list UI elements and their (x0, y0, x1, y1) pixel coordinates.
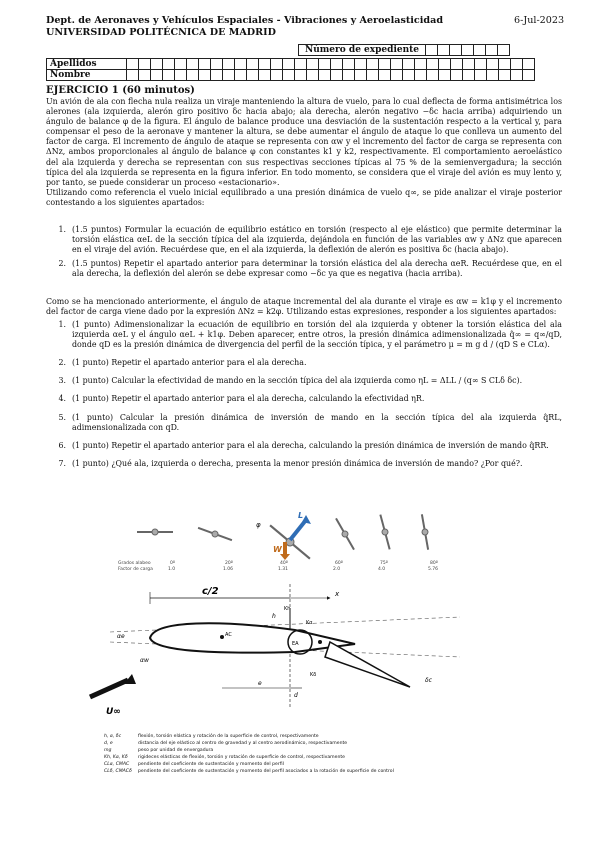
load-cell: 1.0 (168, 567, 176, 572)
legend-key: mg (104, 748, 112, 753)
university-line: UNIVERSIDAD POLITÉCNICA DE MADRID (46, 27, 276, 38)
legend-row (104, 754, 394, 761)
letter-cell[interactable] (199, 70, 211, 81)
legend-value: peso por unidad de envergadura (138, 748, 214, 753)
ea-label: EA (292, 641, 299, 647)
letter-cell[interactable] (343, 70, 355, 81)
letter-cell[interactable] (331, 59, 343, 70)
letter-cell[interactable] (439, 59, 451, 70)
letter-cell[interactable] (403, 59, 415, 70)
legend-value: pendiente del coeficiente de sustentación y momento del perfil (138, 762, 284, 767)
alpha-e-label: αe (117, 633, 125, 640)
letter-cell[interactable] (307, 70, 319, 81)
letter-cell[interactable] (403, 70, 415, 81)
load-cell: 1.31 (278, 567, 289, 572)
ac-label: AC (225, 632, 232, 638)
letter-cell[interactable] (187, 59, 199, 70)
aircraft-icon (268, 522, 313, 562)
aircraft-icon (333, 517, 356, 551)
letter-cell[interactable] (439, 70, 451, 81)
letter-cell[interactable] (355, 59, 367, 70)
letter-cell[interactable] (259, 59, 271, 70)
list-item (46, 459, 562, 469)
item-number: 5. (58, 412, 66, 422)
letter-cell[interactable] (499, 70, 511, 81)
angle-cell: 40º (280, 561, 288, 566)
angle-cell: 20º (225, 561, 233, 566)
letter-cell[interactable] (211, 59, 223, 70)
letter-cell[interactable] (355, 70, 367, 81)
department-line: Dept. de Aeronaves y Vehículos Espaciales - Vibraciones y Aeroelasticidad (46, 15, 444, 26)
legend-row (104, 761, 394, 768)
letter-cell[interactable] (235, 59, 247, 70)
part-a-list (46, 225, 562, 279)
item-text: (1 punto) Calcular la presión dinámica de inversión de mando en la sección típica del ala izquierda q̂RL, adimensionalizada con qD. (72, 412, 562, 432)
legend-value: distancia del eje elástico al centro de gravedad y al centro aerodinámico, respectivamente (138, 741, 348, 746)
letter-cell[interactable] (295, 59, 307, 70)
middle-paragraph: Como se ha mencionado anteriormente, el ángulo de ataque incremental del ala durante el viraje es αw = k1φ y el incremento del factor de carga viene dado por la expresión ΔNz = k2φ. Utilizando estas expresiones, responder a los siguientes apartados: (46, 297, 562, 317)
list-item (46, 413, 562, 433)
header-block (46, 15, 443, 39)
angle-cell: 75º (380, 561, 388, 566)
letter-cell[interactable] (427, 59, 439, 70)
aircraft-icon (377, 514, 392, 550)
expediente-label: Número de expediente (299, 45, 426, 56)
d-label: d (294, 692, 298, 699)
angle-cell: 80º (430, 561, 438, 566)
letter-cell[interactable] (151, 70, 163, 81)
letter-cell[interactable] (271, 59, 283, 70)
list-item (46, 376, 562, 386)
kd-label: Kδ (310, 672, 317, 678)
alpha-w-label: αw (140, 657, 149, 664)
legend-row (104, 768, 394, 775)
row-label: Grados alabeo (118, 561, 151, 566)
expediente-cell[interactable] (450, 45, 462, 56)
aerodynamic-center (220, 635, 224, 639)
load-cell: 1.06 (223, 567, 234, 572)
legend-key: CLδ, CMACδ (104, 769, 132, 774)
letter-cell[interactable] (211, 70, 223, 81)
roll-table (118, 560, 438, 572)
name-table (46, 58, 535, 81)
letter-cell[interactable] (139, 59, 151, 70)
letter-cell[interactable] (475, 70, 487, 81)
load-cell: 2.0 (333, 567, 341, 572)
load-cell: 4.0 (378, 567, 386, 572)
letter-cell[interactable] (331, 70, 343, 81)
figure-legend (104, 733, 394, 775)
letter-cell[interactable] (175, 70, 187, 81)
letter-cell[interactable] (379, 70, 391, 81)
legend-row (104, 740, 394, 747)
letter-cell[interactable] (487, 70, 499, 81)
letter-cell[interactable] (175, 59, 187, 70)
legend-value: rigideces elásticas de flexión, torsión y rotación de superficie de control, respectivamente (138, 755, 345, 760)
exercise-title: EJERCICIO 1 (60 minutos) (46, 85, 195, 96)
legend-key: Kh, Kα, Kδ (104, 755, 128, 760)
x-axis-label: x (335, 590, 340, 598)
hinge-point (318, 640, 322, 644)
delta-c-label: δc (425, 677, 432, 684)
expediente-cell[interactable] (438, 45, 450, 56)
item-text: (1.5 puntos) Formular la ecuación de equilibrio estático en torsión (respecto al eje elástico) que permite determinar la torsión elástica αeL de la sección típica del ala izquierda, dejándola en función de las variables αw y ΔNz que aparecen en el viraje del avión. Recuérdese que, en el ala izquierda, la deflexión de alerón es positiva δc (hacia abajo). (72, 225, 562, 255)
item-text: (1 punto) Repetir el apartado anterior para el ala derecha, calculando la presión dinámica de inversión de mando q̂RR. (72, 440, 549, 450)
list-item (46, 441, 562, 451)
angle-cell: 60º (335, 561, 343, 566)
aircraft-icon (419, 514, 431, 550)
letter-cell[interactable] (379, 59, 391, 70)
item-number: 4. (58, 394, 66, 404)
letter-cell[interactable] (511, 70, 523, 81)
exercise-statement (46, 97, 562, 208)
item-text: (1 punto) ¿Qué ala, izquierda o derecha, presenta la menor presión dinámica de inversión de mando? ¿Por qué?. (72, 458, 523, 468)
letter-cell[interactable] (511, 59, 523, 70)
list-item (46, 225, 562, 255)
load-cell: 5.76 (428, 567, 439, 572)
nombre-label: Nombre (47, 70, 127, 81)
expediente-cell[interactable] (486, 45, 498, 56)
letter-cell[interactable] (127, 70, 139, 81)
expediente-table (298, 44, 510, 56)
item-number: 2. (58, 259, 66, 269)
apellidos-label: Apellidos (47, 59, 127, 70)
typical-section-figure (80, 512, 500, 722)
letter-cell[interactable] (451, 70, 463, 81)
letter-cell[interactable] (367, 70, 379, 81)
item-number: 1. (58, 320, 66, 329)
intro-paragraph: Un avión de ala con flecha nula realiza un viraje manteniendo la altura de vuelo, para lo cual deflecta de forma antisimétrica los alerones (ala izquierda, alerón giro positivo δc hacia abajo; ala derecha, alerón negativo −δc hacia arriba) adquiriendo un ángulo de balance φ de la figura. El ángulo de balance produce una desviación de la sustentación respecto a la vertical y, para compensar el peso de la aeronave y mantener la altura, se debe aumentar el ángulo de ataque lo que conlleva un aumento del factor de carga. El incremento de ángulo de ataque se representa con αw y el incremento del factor de carga se representa con ΔNz, ambos proporcionales al ángulo de balance φ con constantes k1 y k2, respectivamente. El comportamiento aeroelástico del ala izquierda y derecha se representan con sus respectivas secciones típicas al 75 % de la semienvergadura; la sección típica del ala izquierda se representa en la figura inferior. En todo momento, se considera que el viraje del avión es muy lento y, por tanto, se puede considerar un proceso «estacionario». (46, 97, 562, 187)
legend-key: CLα, CMAC (104, 762, 130, 767)
lift-vector (290, 520, 306, 540)
letter-cell[interactable] (523, 70, 535, 81)
letter-cell[interactable] (127, 59, 139, 70)
control-surface (325, 642, 410, 687)
legend-value: pendiente del coeficiente de sustentación y momento del perfil asociados a la rotación de superficie de control (138, 769, 394, 774)
letter-cell[interactable] (163, 59, 175, 70)
letter-cell[interactable] (487, 59, 499, 70)
letter-cell[interactable] (283, 70, 295, 81)
half-chord-label: c/2 (202, 586, 219, 597)
intro-paragraph-2: Utilizando como referencia el vuelo inicial equilibrado a una presión dinámica de vuelo q∞, se pide analizar el viraje posterior contestando a los siguientes apartados: (46, 187, 562, 207)
letter-cell[interactable] (271, 70, 283, 81)
letter-cell[interactable] (343, 59, 355, 70)
list-item (46, 320, 562, 350)
letter-cell[interactable] (247, 70, 259, 81)
item-number: 2. (58, 358, 66, 368)
legend-value: flexión, torsión elástica y rotación de la superficie de control, respectivamente (138, 734, 319, 739)
aircraft-icon (137, 529, 173, 535)
expediente-cell[interactable] (498, 45, 510, 56)
letter-cell[interactable] (223, 70, 235, 81)
weight-label: W (273, 545, 282, 554)
item-text: (1.5 puntos) Repetir el apartado anterior para determinar la torsión elástica del ala derecha αeR. Recuérdese que, en el ala derecha, la deflexión del alerón se debe expresar como −δc ya que es negativa (hacia arriba). (72, 259, 562, 279)
list-item (46, 259, 562, 279)
legend-key: h, α, δc (104, 734, 122, 739)
row-label: Factor de carga (118, 567, 153, 572)
ka-label: Kα (306, 620, 313, 626)
kh-label: Kh (284, 606, 291, 612)
letter-cell[interactable] (463, 70, 475, 81)
item-number: 6. (58, 440, 66, 450)
letter-cell[interactable] (187, 70, 199, 81)
item-number: 7. (58, 458, 66, 468)
lift-label: L (298, 512, 304, 520)
letter-cell[interactable] (319, 59, 331, 70)
h-label: h (272, 613, 276, 620)
e-label: e (258, 680, 262, 687)
letter-cell[interactable] (475, 59, 487, 70)
legend-key: d, e (104, 741, 113, 746)
list-item (46, 394, 562, 404)
letter-cell[interactable] (283, 59, 295, 70)
list-item (46, 358, 562, 368)
letter-cell[interactable] (235, 70, 247, 81)
letter-cell[interactable] (151, 59, 163, 70)
letter-cell[interactable] (259, 70, 271, 81)
part-b-list (46, 320, 562, 469)
expediente-cell[interactable] (474, 45, 486, 56)
item-number: 1. (58, 225, 66, 234)
letter-cell[interactable] (415, 59, 427, 70)
letter-cell[interactable] (295, 70, 307, 81)
letter-cell[interactable] (415, 70, 427, 81)
letter-cell[interactable] (427, 70, 439, 81)
letter-cell[interactable] (451, 59, 463, 70)
letter-cell[interactable] (499, 59, 511, 70)
airfoil (150, 623, 355, 652)
letter-cell[interactable] (223, 59, 235, 70)
legend-row (104, 747, 394, 754)
letter-cell[interactable] (199, 59, 211, 70)
letter-cell[interactable] (463, 59, 475, 70)
letter-cell[interactable] (391, 70, 403, 81)
letter-cell[interactable] (391, 59, 403, 70)
aircraft-icon (197, 525, 233, 543)
freestream-label: U∞ (106, 707, 121, 717)
letter-cell[interactable] (247, 59, 259, 70)
exam-date: 6-Jul-2023 (514, 15, 565, 26)
letter-cell[interactable] (319, 70, 331, 81)
legend-row (104, 733, 394, 740)
item-number: 3. (58, 376, 66, 386)
expediente-cell[interactable] (462, 45, 474, 56)
letter-cell[interactable] (307, 59, 319, 70)
phi-label: φ (256, 521, 261, 529)
angle-cell: 0º (170, 561, 175, 566)
letter-cell[interactable] (367, 59, 379, 70)
letter-cell[interactable] (163, 70, 175, 81)
letter-cell[interactable] (523, 59, 535, 70)
letter-cell[interactable] (139, 70, 151, 81)
item-text: (1 punto) Repetir el apartado anterior para el ala derecha. (72, 358, 307, 368)
item-text: (1 punto) Calcular la efectividad de mando en la sección típica del ala izquierda como ηL = ΔLL / (q∞ S CLδ δc). (72, 376, 523, 386)
item-text: (1 punto) Repetir el apartado anterior para el ala derecha, calculando la efectividad ηR. (72, 394, 425, 404)
item-text: (1 punto) Adimensionalizar la ecuación de equilibrio en torsión del ala izquierda y obtener la torsión elástica del ala izquierda αeL y el ángulo αeL + k1φ. Deben aparecer, entre otros, la presión dinámica adimensionalizada q̂∞ = q∞/qD, donde qD es la presión dinámica de divergencia del perfil de la sección típica, y el parámetro μ = m g d / (qD S e CLα). (72, 320, 562, 350)
expediente-cell[interactable] (426, 45, 438, 56)
freestream-arrow (90, 680, 128, 697)
